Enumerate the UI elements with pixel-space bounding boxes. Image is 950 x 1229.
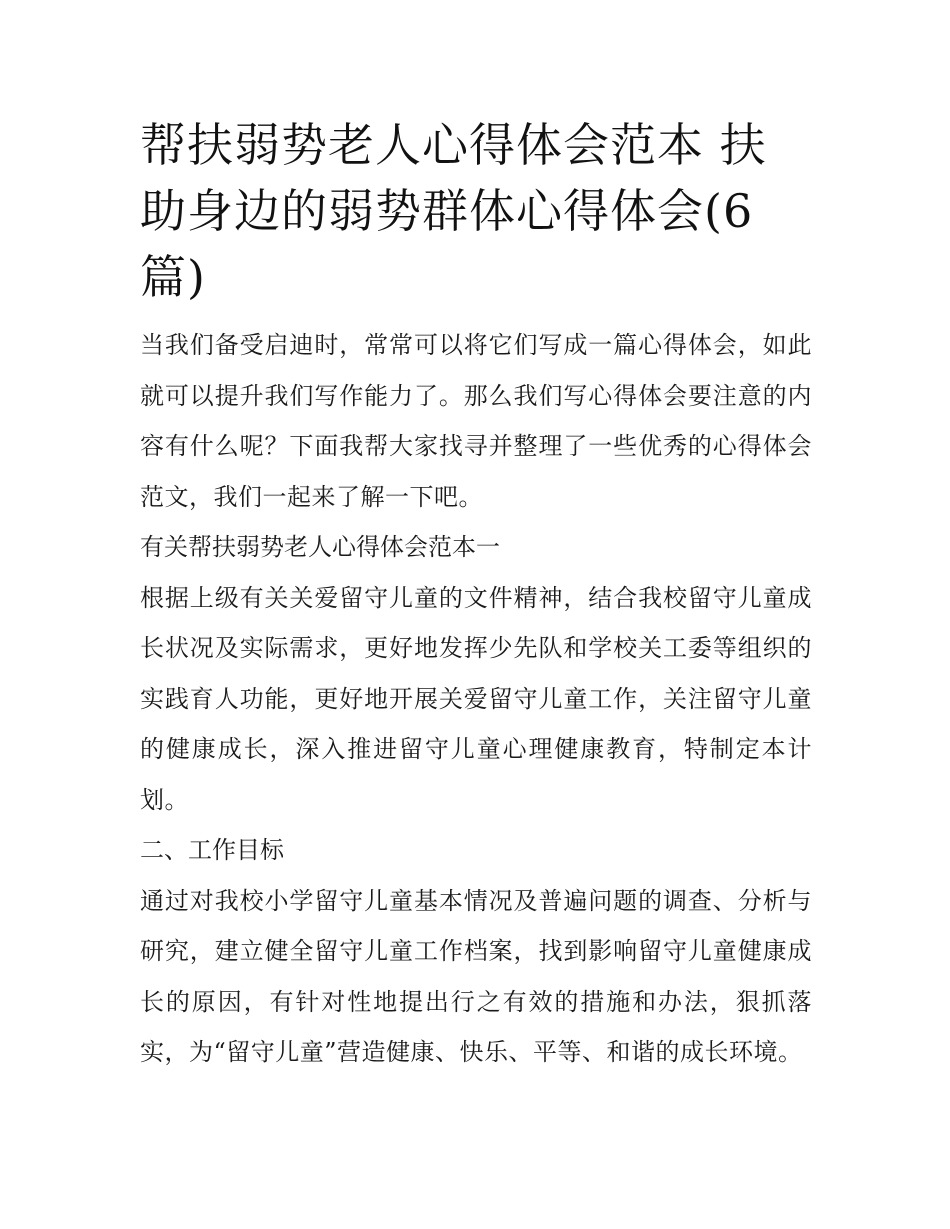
section-heading: 有关帮扶弱势老人心得体会范本一 bbox=[140, 533, 500, 561]
intro-paragraph: 当我们备受启迪时，常常可以将它们写成一篇心得体会，如此就可以提升我们写作能力了。那么我们写心得体会要注意的内容有什么呢？下面我帮大家找寻并整理了一些优秀的心得体会范文，我们一起来了解一下吧。 bbox=[140, 331, 812, 511]
paragraph-1: 根据上级有关关爱留守儿童的文件精神，结合我校留守儿童成长状况及实际需求，更好地发挥少先队和学校关工委等组织的实践育人功能，更好地开展关爱留守儿童工作，关注留守儿童的健康成长，深入推进留守儿童心理健康教育，特制定本计划。 bbox=[140, 583, 812, 814]
document-title: 帮扶弱势老人心得体会范本 扶助身边的弱势群体心得体会(6篇) bbox=[140, 118, 767, 304]
document-body bbox=[140, 320, 812, 1078]
subheading-work-goals: 二、工作目标 bbox=[140, 836, 284, 864]
paragraph-2: 通过对我校小学留守儿童基本情况及普遍问题的调查、分析与研究，建立健全留守儿童工作档案，找到影响留守儿童健康成长的原因，有针对性地提出行之有效的措施和办法，狠抓落实，为“留守儿童”营造健康、快乐、平等、和谐的成长环境。 bbox=[140, 886, 812, 1066]
document-content bbox=[140, 112, 812, 1078]
